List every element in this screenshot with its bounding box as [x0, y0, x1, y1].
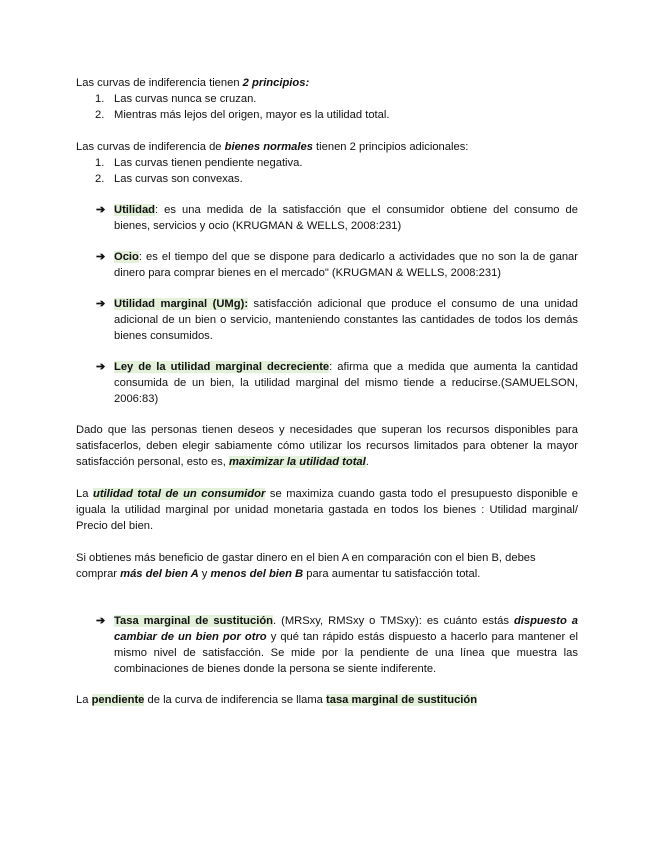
parrafo-beneficio-emphasis-b: menos del bien B	[210, 568, 304, 580]
list-number: 2.	[95, 109, 105, 121]
principios-intro-text: Las curvas de indiferencia tienen	[76, 77, 243, 89]
parrafo-utilidad-total	[76, 486, 578, 534]
parrafo-deseos-emphasis: maximizar la utilidad total	[228, 456, 366, 468]
principios-emphasis: 2 principios:	[242, 77, 310, 89]
list-item	[76, 155, 578, 171]
definicion-sep: :	[155, 204, 159, 216]
principios-list	[76, 91, 578, 123]
normales-emphasis: bienes normales	[224, 141, 313, 153]
definicion-term: Utilidad	[114, 204, 156, 216]
definicion-sep: :	[138, 251, 142, 263]
parrafo-deseos-text: Dado que las personas tienen deseos y necesidades que superan los recursos disponibles para satisfacerlos, deben elegir sabiamente cómo utilizar los recursos limitados para obtener la mayor satisfacción personal, esto es,	[76, 424, 578, 468]
list-number: 2.	[95, 173, 105, 185]
parrafo-beneficio-pre: Si obtienes más beneficio de gastar dinero en el bien A en comparación con el bien B, debes comprar	[76, 552, 536, 580]
tasa-term: Tasa marginal de sustitución	[114, 615, 273, 627]
parrafo-beneficio-post: para aumentar tu satisfacción total.	[303, 568, 481, 580]
tasa-after-term: . (MRSxy, RMSxy o TMSxy): es cuánto estás	[273, 615, 514, 627]
parrafo-beneficio-mid: y	[198, 568, 211, 580]
arrow-bullet-icon: ➔	[96, 251, 106, 263]
definicion-utilidad-marginal	[76, 296, 578, 344]
list-number: 1.	[95, 157, 105, 169]
arrow-bullet-icon: ➔	[96, 615, 106, 627]
document-body	[76, 75, 578, 708]
list-number: 1.	[95, 93, 105, 105]
normales-pre: Las curvas de indiferencia de	[76, 141, 225, 153]
arrow-bullet-icon: ➔	[96, 298, 106, 310]
pendiente-term: pendiente	[91, 694, 145, 706]
pendiente-term-tasa: tasa marginal de sustitución	[326, 694, 478, 706]
list-item	[76, 171, 578, 187]
parrafo-beneficio	[76, 550, 578, 582]
definicion-text: es el tiempo del que se dispone para dedicarlo a actividades que no son la de ganar dinero para comprar bienes en el mercado" (KRUGMAN & WELLS, 2008:231)	[114, 251, 578, 279]
tasa-emphasis: dispuesto a cambiar de un bien por otro	[114, 615, 578, 643]
parrafo-utilidad-total-pre: La	[76, 488, 93, 500]
normales-intro	[76, 139, 578, 155]
list-item-text: Las curvas tienen pendiente negativa.	[114, 157, 303, 169]
pendiente-pre: La	[76, 694, 92, 706]
definicion-text: satisfacción adicional que produce el consumo de una unidad adicional de un bien o servicio, manteniendo constantes las cantidades de todos los demás bienes consumidos.	[114, 298, 578, 342]
arrow-bullet-icon: ➔	[96, 361, 106, 373]
definicion-ocio	[76, 249, 578, 281]
definicion-ley-utilidad	[76, 359, 578, 407]
list-item-text: Mientras más lejos del origen, mayor es la utilidad total.	[114, 109, 390, 121]
parrafo-utilidad-total-post: se maximiza cuando gasta todo el presupuesto disponible e iguala la utilidad marginal por unidad monetaria gastada en todos los bienes : Utilidad marginal/ Precio del bien.	[76, 488, 578, 532]
parrafo-deseos	[76, 422, 578, 470]
definicion-term: Ley de la utilidad marginal decreciente	[114, 361, 330, 373]
list-item-text: Las curvas nunca se cruzan.	[114, 93, 257, 105]
list-item	[76, 91, 578, 107]
definicion-term: Utilidad marginal (UMg):	[114, 298, 249, 310]
normales-list	[76, 155, 578, 187]
definicion-utilidad	[76, 202, 578, 234]
tasa-post: y qué tan rápido estás dispuesto a hacerlo para mantener el mismo nivel de satisfacción. Se mide por la pendiente de una línea que muestra las combinaciones de bienes donde la persona se siente indiferente.	[114, 631, 578, 675]
arrow-bullet-icon: ➔	[96, 204, 106, 216]
parrafo-pendiente	[76, 692, 578, 708]
definicion-term: Ocio	[114, 251, 139, 263]
parrafo-utilidad-total-emphasis: utilidad total de un consumidor	[93, 488, 266, 500]
definicion-sep: :	[329, 361, 333, 373]
normales-post: tienen 2 principios adicionales:	[312, 141, 469, 153]
pendiente-mid: de la curva de indiferencia se llama	[144, 694, 326, 706]
definicion-tasa-marginal	[76, 613, 578, 677]
parrafo-deseos-end: .	[365, 456, 369, 468]
definicion-text: afirma que a medida que aumenta la cantidad consumida de un bien, la utilidad marginal del mismo tiende a reducirse.(SAMUELSON, 2006:83)	[114, 361, 578, 405]
list-item-text: Las curvas son convexas.	[114, 173, 243, 185]
list-item	[76, 107, 578, 123]
parrafo-beneficio-emphasis-a: más del bien A	[120, 568, 199, 580]
definicion-text: es una medida de la satisfacción que el consumidor obtiene del consumo de bienes, servicios y ocio (KRUGMAN & WELLS, 2008:231)	[114, 204, 578, 232]
principios-intro	[76, 75, 578, 91]
